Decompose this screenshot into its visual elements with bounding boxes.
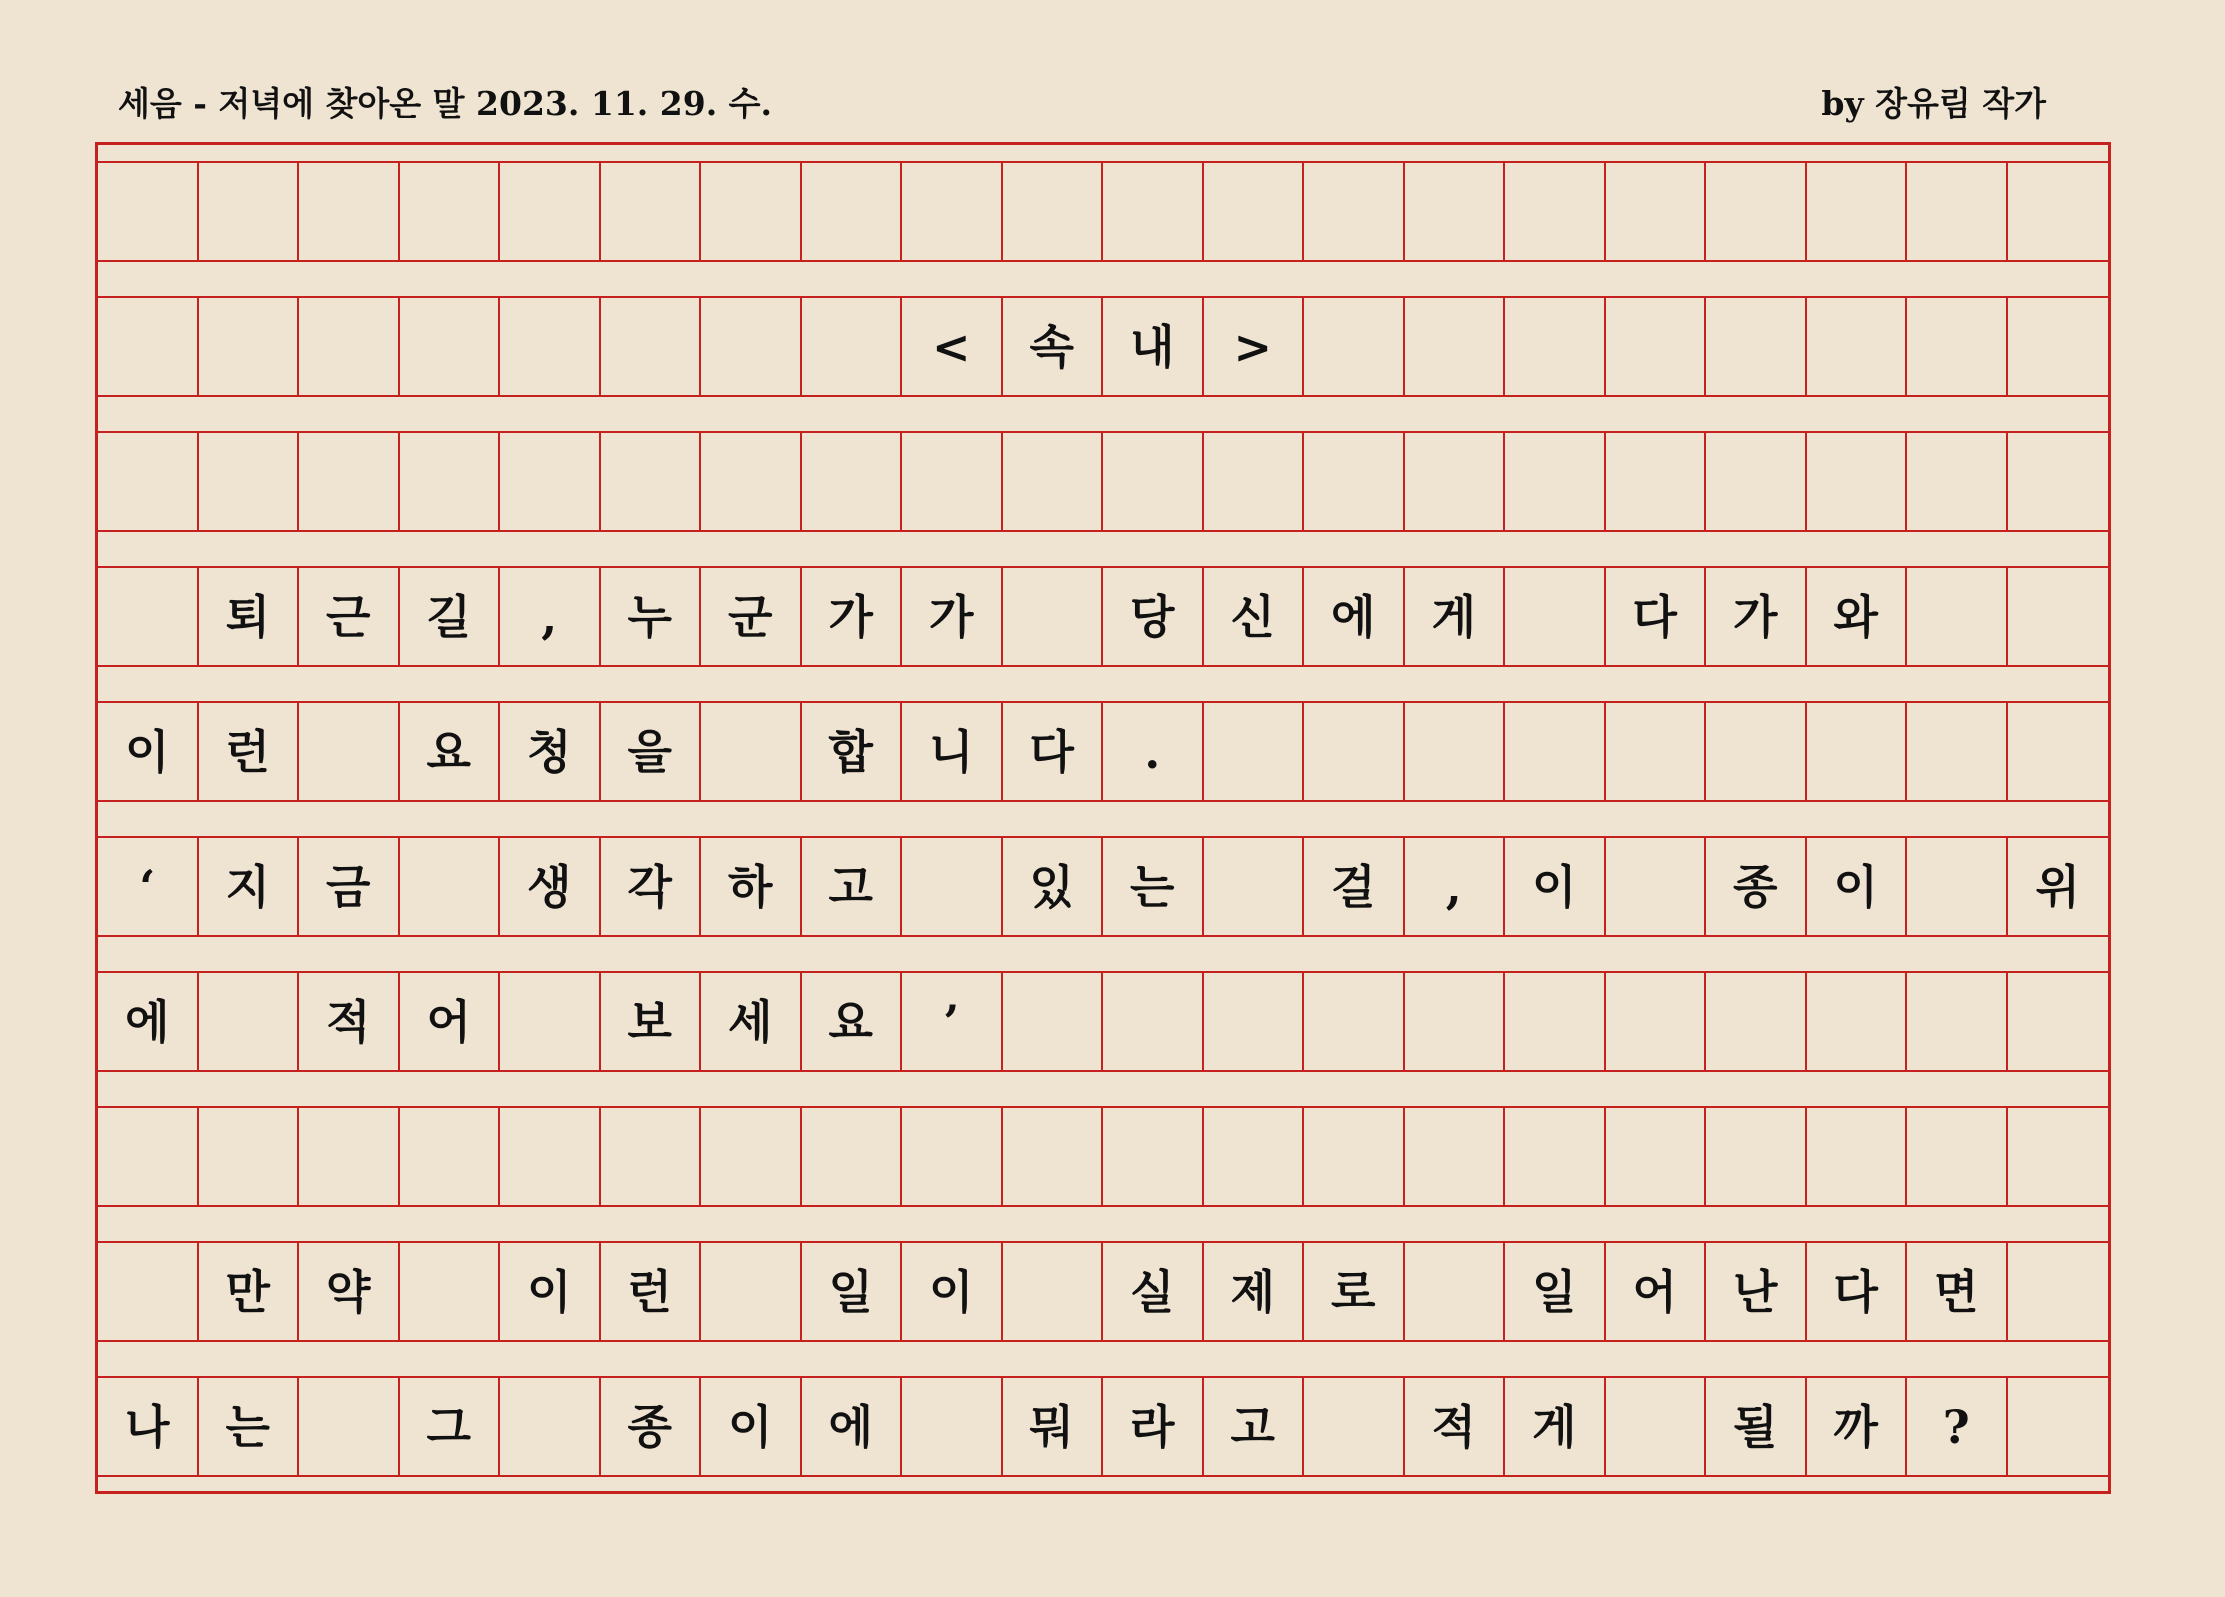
grid-cell [1304, 703, 1405, 800]
grid-cell: 로 [1304, 1243, 1405, 1340]
grid-cell: > [1204, 298, 1305, 395]
grid-cell [400, 163, 501, 260]
grid-cell [902, 433, 1003, 530]
grid-cell: 종 [601, 1378, 702, 1475]
grid-cell: < [902, 298, 1003, 395]
grid-cell: 이 [98, 703, 199, 800]
grid-cell: 근 [299, 568, 400, 665]
grid-cell [2008, 163, 2109, 260]
grid-cell [1505, 568, 1606, 665]
grid-cell [1003, 1243, 1104, 1340]
grid-cell: 게 [1405, 568, 1506, 665]
grid-cell: 일 [1505, 1243, 1606, 1340]
grid-cell: 런 [601, 1243, 702, 1340]
grid-cell [500, 1108, 601, 1205]
grid-cell [1907, 298, 2008, 395]
grid-cell [1304, 1108, 1405, 1205]
grid-cell: 이 [701, 1378, 802, 1475]
grid-cell [199, 298, 300, 395]
grid-cell: 게 [1505, 1378, 1606, 1475]
grid-row [98, 1106, 2108, 1207]
grid-cell: 종 [1706, 838, 1807, 935]
grid-cell [802, 433, 903, 530]
grid-cell: 다 [1807, 1243, 1908, 1340]
grid-cell [1204, 703, 1305, 800]
grid-cell [601, 163, 702, 260]
grid-cell: 어 [1606, 1243, 1707, 1340]
header-title: 세음 - 저녁에 찾아온 말 2023. 11. 29. 수. [118, 84, 773, 123]
grid-cell: 당 [1103, 568, 1204, 665]
grid-cell [299, 1378, 400, 1475]
grid-cell [1405, 433, 1506, 530]
grid-cell: . [1103, 703, 1204, 800]
grid-cell [701, 433, 802, 530]
grid-cell [1706, 973, 1807, 1070]
grid-cell: 면 [1907, 1243, 2008, 1340]
grid-cell [1505, 703, 1606, 800]
grid-cell [98, 1243, 199, 1340]
grid-row [98, 431, 2108, 532]
manuscript-grid [95, 142, 2111, 1494]
grid-cell [1907, 568, 2008, 665]
grid-cell: 뭐 [1003, 1378, 1104, 1475]
grid-cell [500, 433, 601, 530]
grid-cell [98, 1108, 199, 1205]
grid-cell [1807, 163, 1908, 260]
grid-cell: 누 [601, 568, 702, 665]
grid-cell: ’ [902, 973, 1003, 1070]
grid-cell: 는 [199, 1378, 300, 1475]
grid-cell: 고 [1204, 1378, 1305, 1475]
grid-row [98, 836, 2108, 937]
grid-cell [1706, 703, 1807, 800]
grid-cell [1807, 1108, 1908, 1205]
grid-cell [802, 163, 903, 260]
grid-cell [2008, 703, 2109, 800]
grid-cell: 에 [98, 973, 199, 1070]
grid-cell [1907, 838, 2008, 935]
grid-cell [601, 298, 702, 395]
grid-cell [1505, 1108, 1606, 1205]
grid-cell: 청 [500, 703, 601, 800]
grid-cell: 생 [500, 838, 601, 935]
grid-cell [1907, 1108, 2008, 1205]
grid-cell [1807, 433, 1908, 530]
grid-cell: 신 [1204, 568, 1305, 665]
grid-cell [1204, 1108, 1305, 1205]
grid-cell: 보 [601, 973, 702, 1070]
grid-cell [1606, 1108, 1707, 1205]
grid-cell [98, 568, 199, 665]
grid-cell: 에 [1304, 568, 1405, 665]
grid-cell [1606, 703, 1707, 800]
grid-cell [1706, 1108, 1807, 1205]
grid-cell [98, 298, 199, 395]
grid-cell: 길 [400, 568, 501, 665]
grid-cell [1907, 433, 2008, 530]
grid-cell [1405, 973, 1506, 1070]
grid-cell [1304, 433, 1405, 530]
grid-cell: 와 [1807, 568, 1908, 665]
grid-row [98, 1376, 2108, 1477]
grid-cell [1907, 703, 2008, 800]
grid-cell [1405, 1108, 1506, 1205]
grid-cell: 가 [802, 568, 903, 665]
grid-cell [299, 433, 400, 530]
grid-cell: 나 [98, 1378, 199, 1475]
grid-cell [701, 163, 802, 260]
grid-cell: 세 [701, 973, 802, 1070]
grid-cell: 될 [1706, 1378, 1807, 1475]
grid-cell: 요 [802, 973, 903, 1070]
grid-cell: 속 [1003, 298, 1104, 395]
grid-cell [1706, 298, 1807, 395]
grid-cell [802, 298, 903, 395]
grid-cell: 이 [1807, 838, 1908, 935]
grid-cell: 니 [902, 703, 1003, 800]
grid-cell [1003, 973, 1104, 1070]
grid-cell [902, 1378, 1003, 1475]
grid-cell: 어 [400, 973, 501, 1070]
grid-row [98, 161, 2108, 262]
grid-cell: 가 [902, 568, 1003, 665]
grid-cell [2008, 1243, 2109, 1340]
grid-cell [1606, 838, 1707, 935]
grid-cell [701, 298, 802, 395]
grid-cell: 있 [1003, 838, 1104, 935]
grid-cell: 걸 [1304, 838, 1405, 935]
grid-row [98, 701, 2108, 802]
grid-cell [1103, 973, 1204, 1070]
grid-cell: 난 [1706, 1243, 1807, 1340]
grid-cell [1606, 1378, 1707, 1475]
grid-cell [199, 1108, 300, 1205]
grid-cell [199, 433, 300, 530]
grid-cell: ? [1907, 1378, 2008, 1475]
grid-cell [1606, 973, 1707, 1070]
grid-cell [1103, 163, 1204, 260]
grid-cell [500, 1378, 601, 1475]
grid-cell: 합 [802, 703, 903, 800]
grid-cell [1003, 1108, 1104, 1205]
grid-cell: , [1405, 838, 1506, 935]
grid-cell: 이 [902, 1243, 1003, 1340]
grid-cell [902, 163, 1003, 260]
grid-cell [1405, 163, 1506, 260]
grid-cell: 고 [802, 838, 903, 935]
grid-cell: 라 [1103, 1378, 1204, 1475]
grid-cell [701, 703, 802, 800]
grid-cell [1907, 163, 2008, 260]
grid-cell [1706, 163, 1807, 260]
grid-cell [98, 433, 199, 530]
grid-cell: 이 [500, 1243, 601, 1340]
grid-cell [1505, 298, 1606, 395]
grid-cell [1405, 703, 1506, 800]
grid-cell [2008, 1108, 2109, 1205]
grid-cell [1606, 163, 1707, 260]
grid-cell [2008, 1378, 2109, 1475]
grid-cell: 다 [1003, 703, 1104, 800]
grid-cell: 까 [1807, 1378, 1908, 1475]
grid-cell: 가 [1706, 568, 1807, 665]
grid-cell: 이 [1505, 838, 1606, 935]
grid-cell [1204, 163, 1305, 260]
grid-cell: 지 [199, 838, 300, 935]
grid-cell [500, 973, 601, 1070]
grid-cell [1505, 973, 1606, 1070]
grid-cell: , [500, 568, 601, 665]
grid-cell [1103, 433, 1204, 530]
grid-cell: 적 [299, 973, 400, 1070]
grid-cell [98, 163, 199, 260]
grid-cell: 요 [400, 703, 501, 800]
grid-cell [1807, 703, 1908, 800]
grid-cell: 각 [601, 838, 702, 935]
grid-cell [400, 433, 501, 530]
grid-cell: 일 [802, 1243, 903, 1340]
grid-cell [902, 1108, 1003, 1205]
grid-cell [2008, 433, 2109, 530]
grid-cell: 적 [1405, 1378, 1506, 1475]
grid-cell [199, 973, 300, 1070]
grid-cell [1204, 838, 1305, 935]
grid-cell: ‘ [98, 838, 199, 935]
grid-cell [1204, 433, 1305, 530]
grid-cell [701, 1108, 802, 1205]
grid-cell [2008, 568, 2109, 665]
grid-cell: 는 [1103, 838, 1204, 935]
grid-cell [1505, 163, 1606, 260]
grid-cell [1606, 433, 1707, 530]
grid-cell [1706, 433, 1807, 530]
grid-cell [1807, 973, 1908, 1070]
grid-cell: 그 [400, 1378, 501, 1475]
grid-cell [1003, 568, 1104, 665]
header-author: by 장유림 작가 [1821, 84, 2046, 123]
grid-cell: 하 [701, 838, 802, 935]
grid-cell [299, 163, 400, 260]
grid-row [98, 1241, 2108, 1342]
grid-cell [2008, 973, 2109, 1070]
grid-cell [1505, 433, 1606, 530]
grid-cell [601, 433, 702, 530]
grid-cell: 금 [299, 838, 400, 935]
grid-cell [1807, 298, 1908, 395]
grid-cell [1304, 973, 1405, 1070]
grid-cell [500, 298, 601, 395]
grid-cell [802, 1108, 903, 1205]
grid-cell [1405, 1243, 1506, 1340]
grid-cell [400, 838, 501, 935]
grid-cell [1003, 433, 1104, 530]
grid-cell: 퇴 [199, 568, 300, 665]
grid-cell [902, 838, 1003, 935]
grid-cell [1304, 1378, 1405, 1475]
grid-cell [299, 1108, 400, 1205]
grid-cell [601, 1108, 702, 1205]
grid-cell: 런 [199, 703, 300, 800]
grid-cell: 제 [1204, 1243, 1305, 1340]
grid-row [98, 566, 2108, 667]
grid-cell [299, 703, 400, 800]
grid-cell [2008, 298, 2109, 395]
grid-cell [1405, 298, 1506, 395]
grid-cell: 을 [601, 703, 702, 800]
grid-cell [1304, 163, 1405, 260]
grid-cell [1606, 298, 1707, 395]
grid-cell [1003, 163, 1104, 260]
grid-cell [1907, 973, 2008, 1070]
grid-cell [400, 1108, 501, 1205]
grid-cell [1304, 298, 1405, 395]
grid-cell: 만 [199, 1243, 300, 1340]
grid-cell: 에 [802, 1378, 903, 1475]
grid-cell [500, 163, 601, 260]
grid-cell [400, 1243, 501, 1340]
grid-cell [701, 1243, 802, 1340]
grid-cell: 군 [701, 568, 802, 665]
grid-cell: 약 [299, 1243, 400, 1340]
grid-cell: 다 [1606, 568, 1707, 665]
grid-cell [1204, 973, 1305, 1070]
grid-cell [299, 298, 400, 395]
grid-cell [400, 298, 501, 395]
grid-cell: 위 [2035, 859, 2080, 914]
grid-row [98, 971, 2108, 1072]
grid-row [98, 296, 2108, 397]
grid-cell: 실 [1103, 1243, 1204, 1340]
grid-cell: 내 [1103, 298, 1204, 395]
grid-cell [1103, 1108, 1204, 1205]
grid-cell [199, 163, 300, 260]
